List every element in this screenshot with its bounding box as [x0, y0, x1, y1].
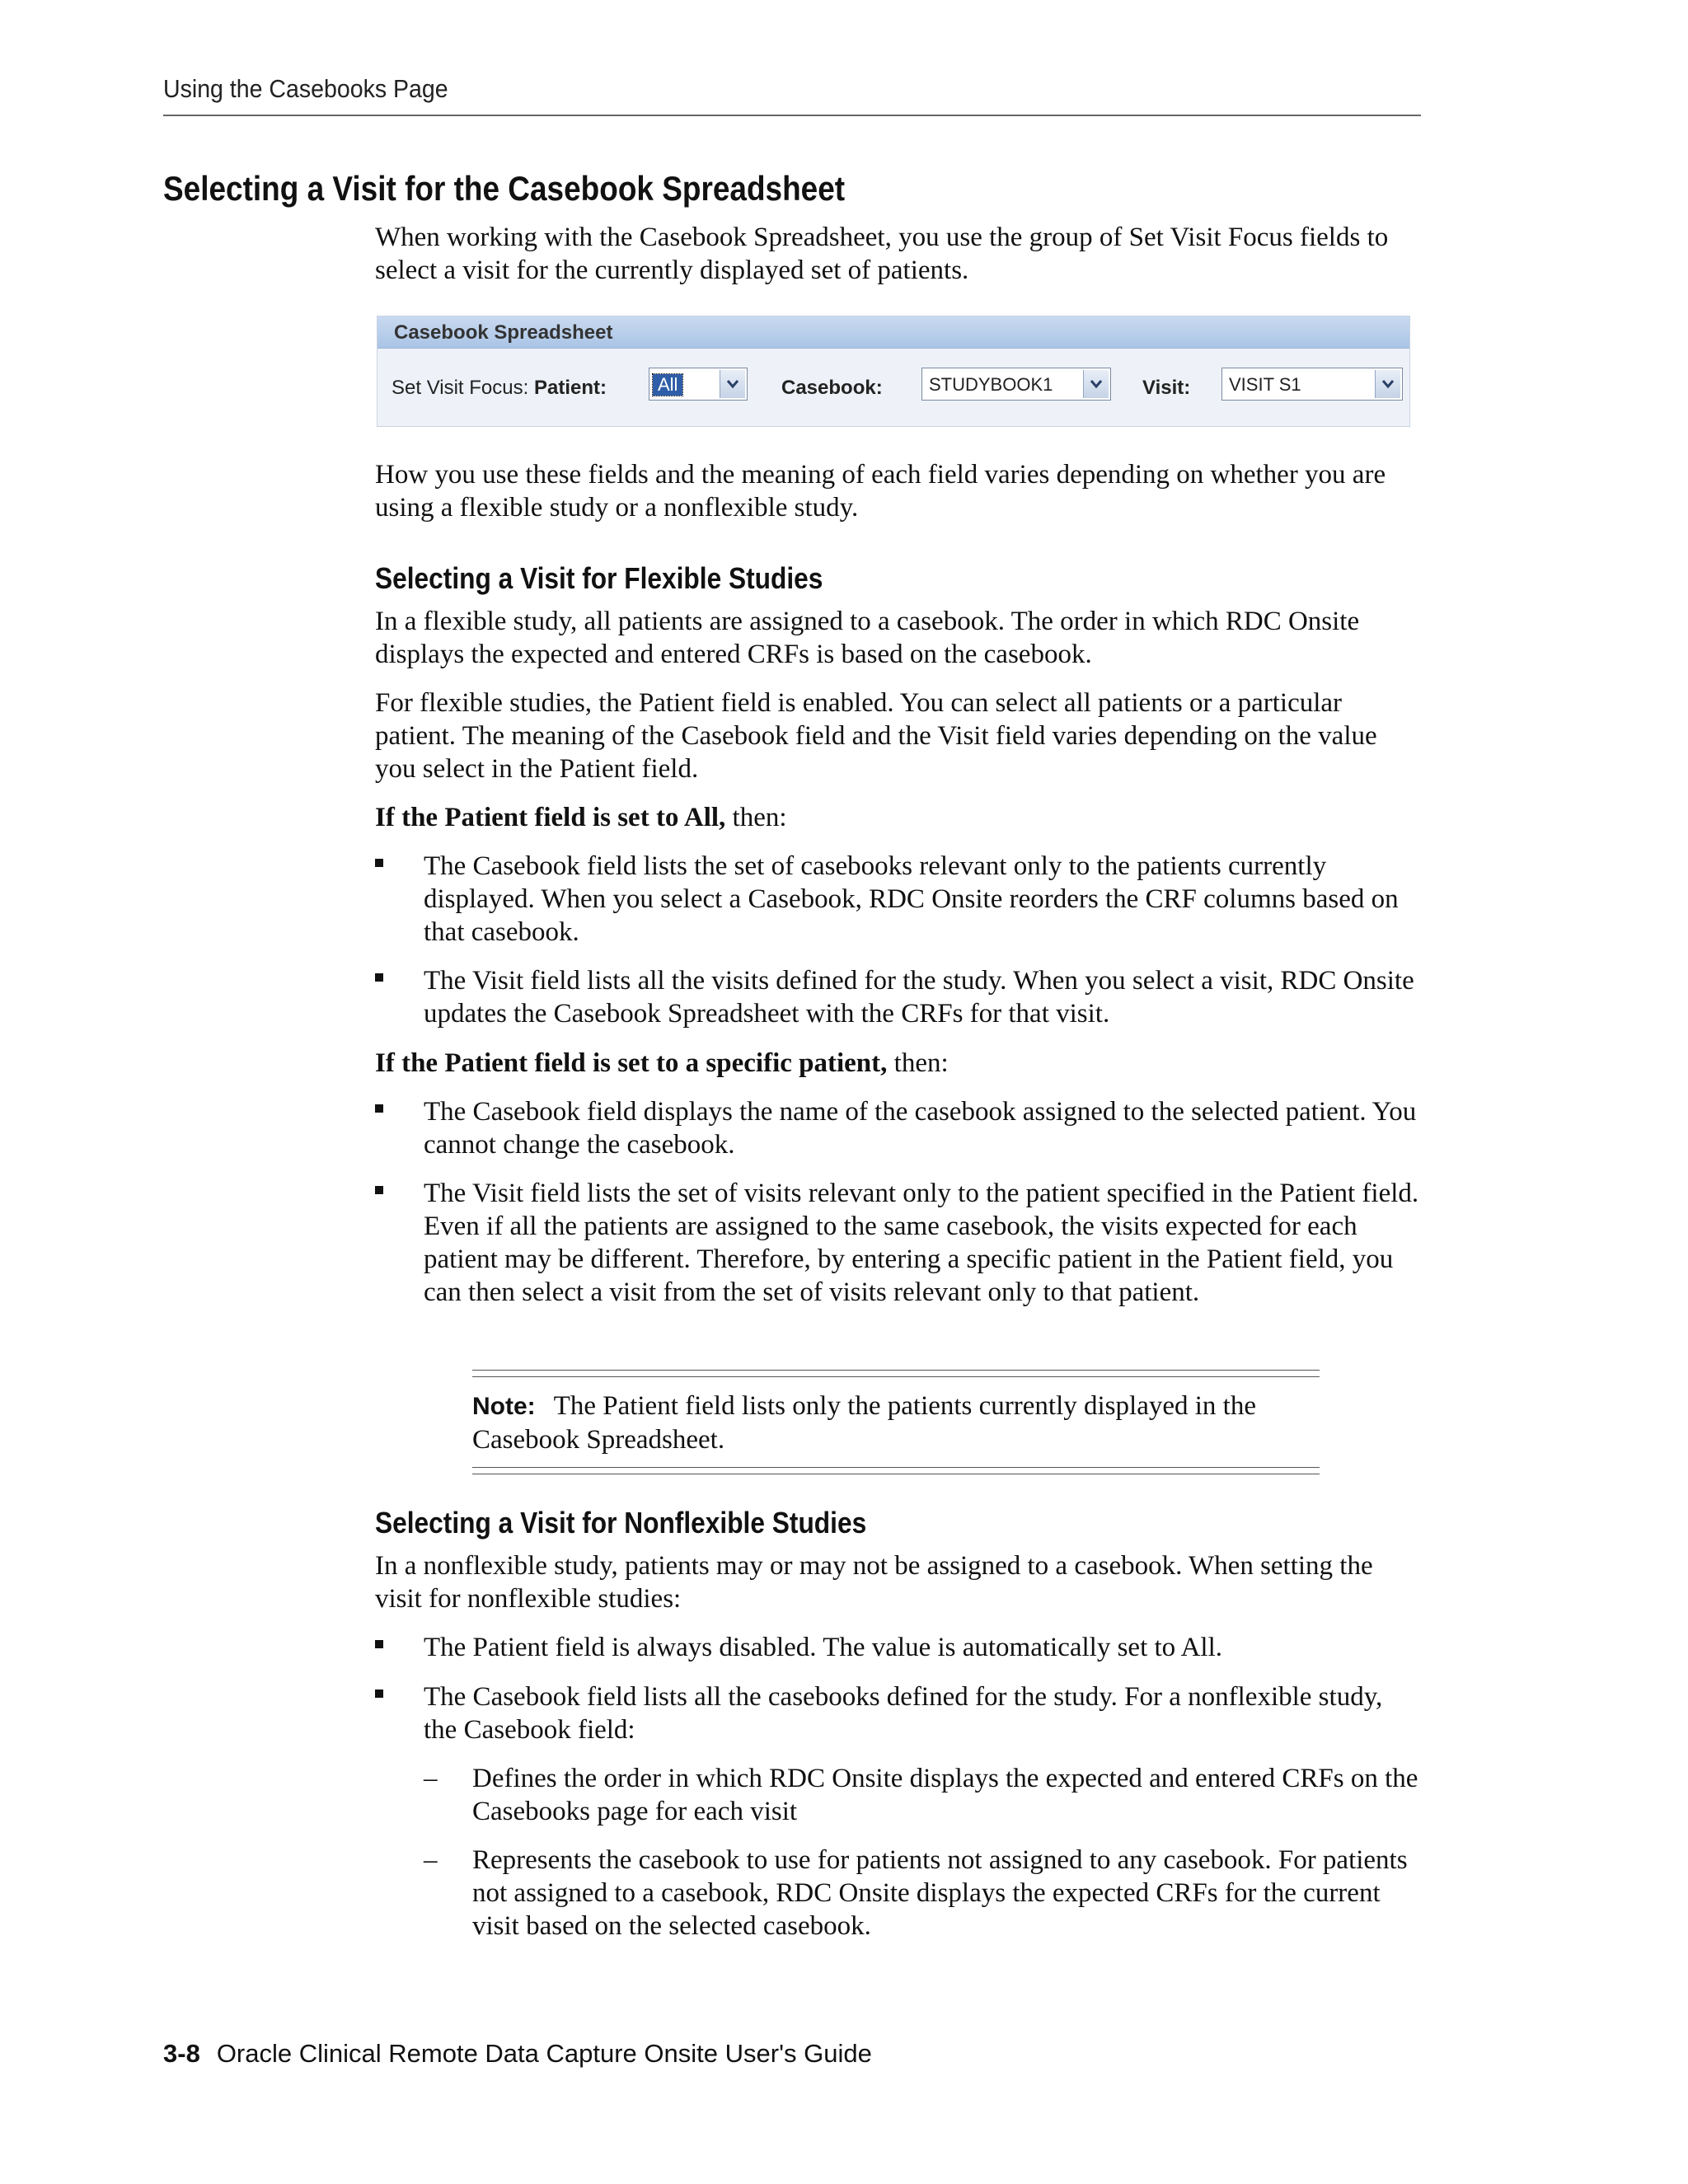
visit-label: Visit:	[1142, 377, 1191, 399]
panel-title-bar	[377, 316, 1409, 349]
bullet-icon	[375, 973, 383, 982]
header-rule	[163, 115, 1421, 116]
nonflexible-studies-heading: Selecting a Visit for Nonflexible Studies	[375, 1506, 867, 1540]
note-top-rule	[472, 1370, 1320, 1371]
casebook-label: Casebook:	[781, 377, 883, 399]
chevron-down-icon[interactable]	[720, 370, 745, 398]
casebook-select[interactable]	[921, 368, 1111, 401]
flexible-para-1: In a flexible study, all patients are assigned to a casebook. The order in which RDC Onsite displays the expected and entered CRFs is based on the casebook.	[375, 607, 1360, 669]
panel-title: Casebook Spreadsheet	[394, 321, 613, 344]
casebook-select-value: STUDYBOOK1	[929, 374, 1053, 395]
bullet-icon	[375, 1104, 383, 1113]
fields-usage-paragraph: How you use these fields and the meaning of each field varies depending on whether you are using a flexible study or a nonflexible study.	[375, 460, 1386, 523]
patient-label: Patient:	[533, 377, 607, 399]
dash-marker: –	[424, 1764, 438, 1793]
bullet-icon	[375, 1186, 383, 1194]
page-number: 3-8	[163, 2039, 200, 2068]
note-text: The Patient field lists only the patients currently displayed in the Casebook Spreadsheet.	[472, 1391, 1256, 1455]
note-top-rule-inner	[472, 1376, 1320, 1377]
bullet-icon	[375, 1690, 383, 1698]
patient-select[interactable]	[649, 368, 748, 401]
set-visit-focus-label: Set Visit Focus: Patient:	[392, 377, 607, 399]
intro-paragraph: When working with the Casebook Spreadsheet, you use the group of Set Visit Focus fields to select a visit for the currently displayed set of patients.	[375, 223, 1389, 285]
patient-select-value: All	[653, 374, 682, 396]
page-footer	[163, 2039, 872, 2069]
chevron-down-icon[interactable]	[1375, 370, 1400, 398]
nonflexible-para-1: In a nonflexible study, patients may or may not be assigned to a casebook. When setting the visit for nonflexible studies:	[375, 1551, 1373, 1614]
visit-select[interactable]	[1221, 368, 1403, 401]
running-head: Using the Casebooks Page	[163, 74, 448, 103]
flexible-para-2: For flexible studies, the Patient field is enabled. You can select all patients or a particular patient. The meaning of the Casebook field and the Visit field varies depending on the value you select in the Patient field.	[375, 688, 1377, 784]
book-title: Oracle Clinical Remote Data Capture Onsite User's Guide	[216, 2039, 872, 2068]
dash-marker: –	[424, 1845, 438, 1875]
patient-specific-lead: If the Patient field is set to a specific patient, then:	[375, 1048, 949, 1078]
patient-all-lead: If the Patient field is set to All, then:	[375, 803, 787, 832]
bullet-icon	[375, 859, 383, 867]
note-label: Note:	[472, 1393, 536, 1420]
section-title: Selecting a Visit for the Casebook Spreadsheet	[163, 169, 846, 208]
bullet-icon	[375, 1640, 383, 1648]
note-bottom-rule	[472, 1467, 1320, 1468]
note	[472, 1390, 1320, 1456]
casebook-spreadsheet-figure	[377, 316, 1410, 427]
visit-select-value: VISIT S1	[1229, 374, 1301, 395]
flexible-studies-heading: Selecting a Visit for Flexible Studies	[375, 561, 823, 595]
chevron-down-icon[interactable]	[1083, 370, 1109, 398]
